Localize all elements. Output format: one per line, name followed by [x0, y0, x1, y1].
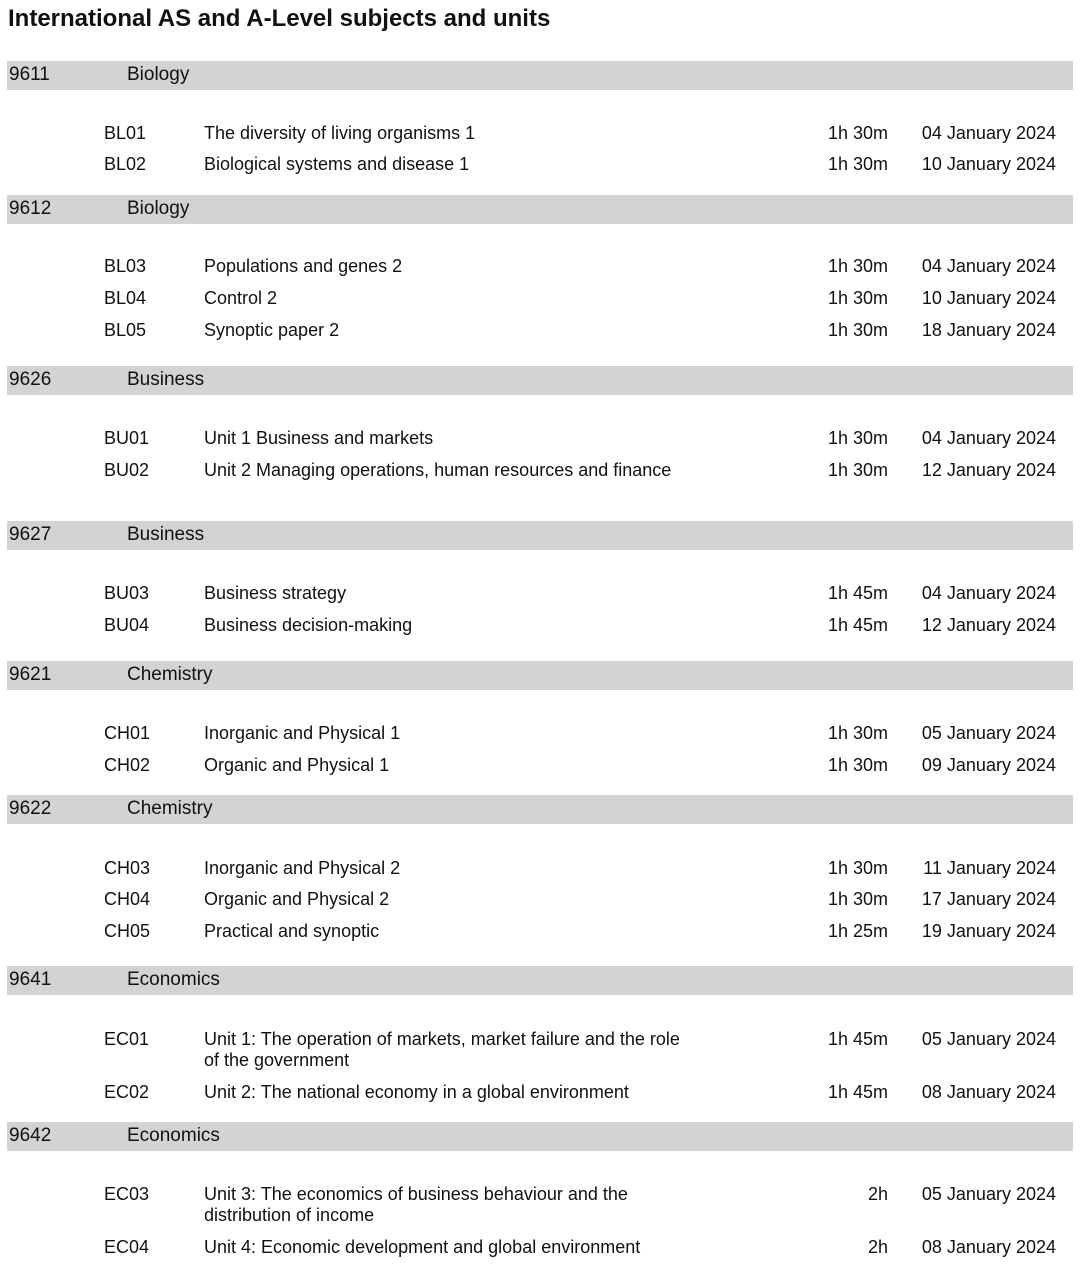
- unit-date: 04 January 2024: [921, 256, 1056, 276]
- subject-header: [7, 966, 1073, 995]
- unit-duration: 1h 30m: [827, 256, 888, 276]
- subject-name: Chemistry: [127, 664, 213, 685]
- subject-code: 9612: [9, 198, 52, 219]
- unit-code: EC03: [104, 1184, 150, 1204]
- unit-date: 05 January 2024: [921, 1029, 1056, 1049]
- subject-header: [7, 195, 1073, 224]
- subject-header: [7, 1122, 1073, 1151]
- unit-title: Unit 4: Economic development and global environment: [204, 1237, 641, 1257]
- subject-name: Biology: [127, 198, 190, 219]
- subject-code: 9642: [9, 1125, 52, 1146]
- unit-code: BL02: [104, 154, 147, 174]
- unit-code: BL04: [104, 288, 147, 308]
- unit-code: EC04: [104, 1237, 150, 1257]
- unit-duration: 1h 45m: [827, 615, 888, 635]
- unit-date: 08 January 2024: [921, 1237, 1056, 1257]
- subject-name: Chemistry: [127, 798, 213, 819]
- unit-code: BU04: [104, 615, 150, 635]
- unit-date: 04 January 2024: [921, 583, 1056, 603]
- unit-date: 11 January 2024: [923, 858, 1056, 878]
- unit-date: 18 January 2024: [921, 320, 1056, 340]
- unit-title: Business strategy: [204, 583, 347, 603]
- unit-title: Unit 2 Managing operations, human resources and finance: [204, 460, 672, 480]
- unit-duration: 1h 45m: [827, 583, 888, 603]
- unit-duration: 2h: [867, 1237, 888, 1257]
- unit-code: EC01: [104, 1029, 150, 1049]
- unit-date: 17 January 2024: [921, 889, 1056, 909]
- unit-date: 09 January 2024: [921, 755, 1056, 775]
- subject-header: [7, 521, 1073, 550]
- unit-code: CH03: [104, 858, 151, 878]
- page-title: International AS and A-Level subjects and units: [8, 5, 551, 32]
- unit-duration: 1h 30m: [827, 723, 888, 743]
- unit-duration: 1h 30m: [827, 288, 888, 308]
- subject-code: 9611: [9, 64, 50, 85]
- unit-code: CH01: [104, 723, 151, 743]
- unit-title: Control 2: [204, 288, 278, 308]
- unit-date: 05 January 2024: [921, 1184, 1056, 1204]
- unit-code: BL05: [104, 320, 147, 340]
- unit-code: EC02: [104, 1082, 150, 1102]
- unit-duration: 1h 30m: [827, 460, 888, 480]
- unit-title: Unit 3: The economics of business behaviour and the distribution of income: [204, 1184, 628, 1225]
- subject-header: [7, 366, 1073, 395]
- subject-name: Economics: [127, 1125, 220, 1146]
- unit-duration: 1h 30m: [827, 858, 888, 878]
- unit-duration: 1h 45m: [827, 1029, 888, 1049]
- subject-code: 9622: [9, 798, 52, 819]
- unit-title: Populations and genes 2: [204, 256, 403, 276]
- unit-title: Practical and synoptic: [204, 921, 380, 941]
- unit-code: BU01: [104, 428, 150, 448]
- unit-title: Unit 1 Business and markets: [204, 428, 434, 448]
- unit-code: CH02: [104, 755, 151, 775]
- unit-title: Unit 2: The national economy in a global environment: [204, 1082, 629, 1102]
- unit-date: 04 January 2024: [921, 428, 1056, 448]
- unit-duration: 1h 45m: [827, 1082, 888, 1102]
- unit-title: The diversity of living organisms 1: [204, 123, 476, 143]
- unit-duration: 1h 25m: [827, 921, 888, 941]
- unit-title: Business decision-making: [204, 615, 413, 635]
- unit-duration: 1h 30m: [827, 123, 888, 143]
- unit-duration: 1h 30m: [827, 755, 888, 775]
- unit-date: 04 January 2024: [921, 123, 1056, 143]
- unit-date: 05 January 2024: [921, 723, 1056, 743]
- unit-title: Organic and Physical 1: [204, 755, 390, 775]
- unit-date: 12 January 2024: [921, 460, 1056, 480]
- subject-code: 9621: [9, 664, 52, 685]
- subject-name: Economics: [127, 969, 220, 990]
- unit-duration: 2h: [867, 1184, 888, 1204]
- subject-name: Business: [127, 524, 205, 545]
- unit-title: Biological systems and disease 1: [204, 154, 470, 174]
- subject-code: 9626: [9, 369, 52, 390]
- unit-title: Synoptic paper 2: [204, 320, 340, 340]
- subject-header: [7, 661, 1073, 690]
- unit-duration: 1h 30m: [827, 320, 888, 340]
- subject-code: 9641: [9, 969, 52, 990]
- subject-name: Biology: [127, 64, 190, 85]
- unit-code: BU02: [104, 460, 150, 480]
- unit-code: BU03: [104, 583, 150, 603]
- subject-code: 9627: [9, 524, 52, 545]
- unit-date: 08 January 2024: [921, 1082, 1056, 1102]
- unit-title: Inorganic and Physical 1: [204, 723, 401, 743]
- unit-code: BL01: [104, 123, 147, 143]
- unit-date: 12 January 2024: [921, 615, 1056, 635]
- subject-header: [7, 61, 1073, 90]
- subject-name: Business: [127, 369, 205, 390]
- unit-duration: 1h 30m: [827, 889, 888, 909]
- unit-duration: 1h 30m: [827, 154, 888, 174]
- unit-date: 10 January 2024: [921, 154, 1056, 174]
- unit-title: Unit 1: The operation of markets, market failure and the role of the government: [204, 1029, 680, 1070]
- unit-date: 10 January 2024: [921, 288, 1056, 308]
- unit-duration: 1h 30m: [827, 428, 888, 448]
- unit-code: CH04: [104, 889, 151, 909]
- unit-code: BL03: [104, 256, 147, 276]
- subject-header: [7, 795, 1073, 824]
- unit-title: Organic and Physical 2: [204, 889, 390, 909]
- unit-title: Inorganic and Physical 2: [204, 858, 401, 878]
- unit-code: CH05: [104, 921, 151, 941]
- unit-date: 19 January 2024: [921, 921, 1056, 941]
